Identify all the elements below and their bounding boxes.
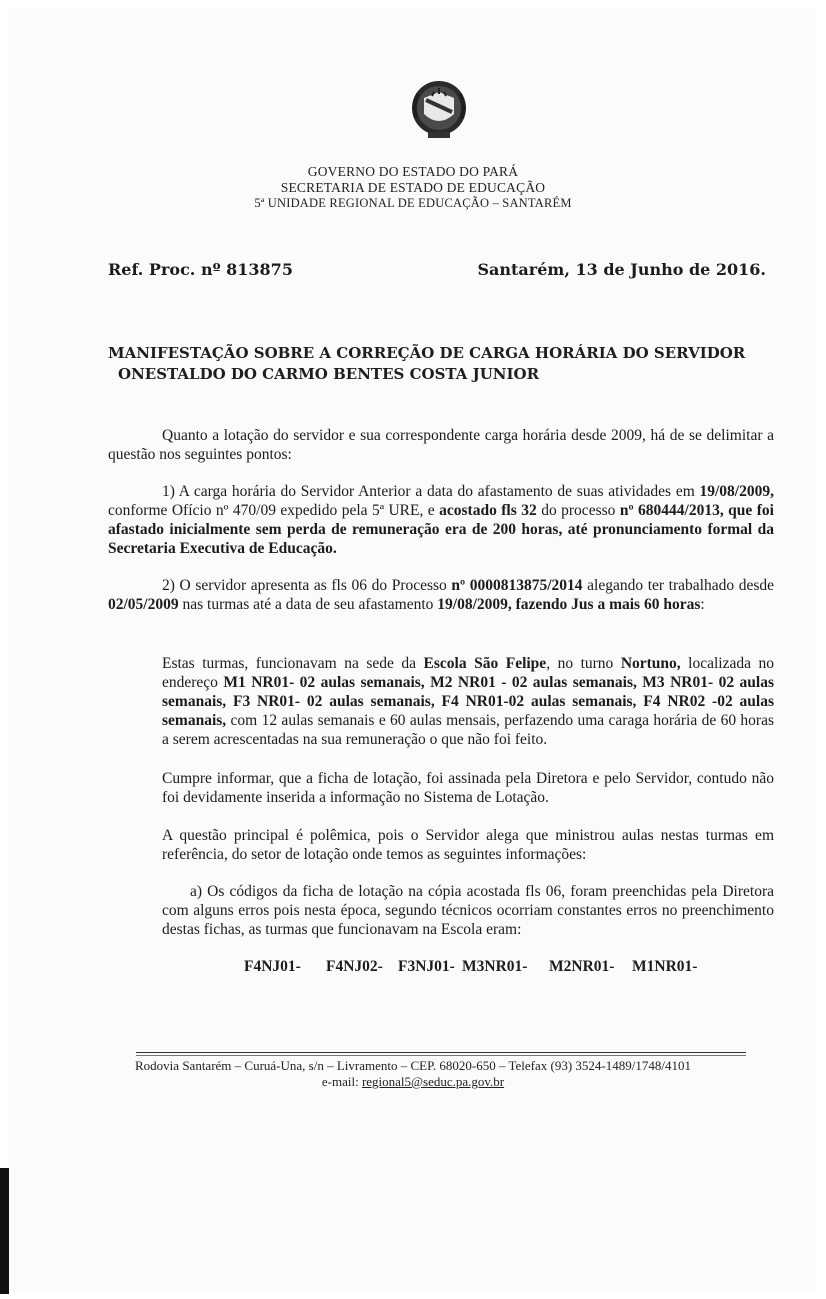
paragraph-point-1: 1) A carga horária do Servidor Anterior a data do afastamento de suas atividades em 19/08/2009, conforme Ofício nº 470/09 expedido pela 5ª URE, e acostado fls 32 do processo nº 680444/2013, que foi afastado inicialmente sem perda de remuneração era de 200 horas, até pronunciamento formal da Secretaria Executiva de Educação. bbox=[108, 483, 774, 557]
footer-address: Rodovia Santarém – Curuá-Una, s/n – Livramento – CEP. 68020-650 – Telefax (93) 3524-1489/1748/4101 bbox=[135, 1058, 691, 1073]
paragraph-item-a: a) Os códigos da ficha de lotação na cópia acostada fls 06, foram preenchidas pela Diretora com alguns erros pois nesta época, segundo técnicos ocorriam constantes erros no preenchimento destas fichas, as turmas que funcionavam na Escola eram: bbox=[162, 883, 774, 938]
reference-process: Ref. Proc. nº 813875 bbox=[108, 260, 293, 279]
title-line-2: ONESTALDO DO CARMO BENTES COSTA JUNIOR bbox=[118, 365, 540, 383]
paragraph-classes: Estas turmas, funcionavam na sede da Escola São Felipe, no turno Nortuno, localizada no endereço M1 NR01- 02 aulas semanais, M2 NR01 - 02 aulas semanais, M3 NR01- 02 aulas semanais, F3 NR01- 02 aulas semanais, F4 NR01-02 aulas semanais, F4 NR02 -02 aulas semanais, com 12 aulas semanais e 60 aulas mensais, perfazendo uma caraga horária de 60 horas a serem acrescentadas na sua remuneração o que não foi feito. bbox=[162, 655, 775, 748]
footer-divider-2 bbox=[136, 1055, 746, 1056]
footer-email-link[interactable]: regional5@seduc.pa.gov.br bbox=[361, 1074, 505, 1089]
class-code: M2NR01- bbox=[549, 958, 615, 975]
class-code: F4NJ01- bbox=[244, 958, 301, 975]
scan-edge-bar bbox=[0, 1168, 9, 1294]
class-code: M1NR01- bbox=[632, 958, 698, 975]
paragraph-main-question: A questão principal é polêmica, pois o Servidor alega que ministrou aulas nestas turmas em referência, do setor de lotação onde temos as seguintes informações: bbox=[162, 827, 774, 863]
paragraph-point-2: 2) O servidor apresenta as fls 06 do Processo nº 0000813875/2014 alegando ter trabalhado desde 02/05/2009 nas turmas até a data de seu afastamento 19/08/2009, fazendo Jus a mais 60 horas: bbox=[108, 577, 774, 613]
state-coat-of-arms-icon bbox=[410, 78, 468, 144]
place-date: Santarém, 13 de Junho de 2016. bbox=[477, 260, 766, 279]
footer-email-line: e-mail: regional5@seduc.pa.gov.br bbox=[321, 1074, 505, 1089]
document-title bbox=[108, 343, 788, 385]
paragraph-intro: Quanto a lotação do servidor e sua correspondente carga horária desde 2009, há de se delimitar a questão nos seguintes pontos: bbox=[108, 427, 774, 463]
class-code: F4NJ02- bbox=[326, 958, 383, 975]
header-regional-unit: 5ª UNIDADE REGIONAL DE EDUCAÇÃO – SANTARÉM bbox=[254, 196, 572, 210]
footer-divider bbox=[136, 1052, 746, 1053]
title-line-1: MANIFESTAÇÃO SOBRE A CORREÇÃO DE CARGA HORÁRIA DO SERVIDOR bbox=[108, 344, 746, 362]
class-code: M3NR01- bbox=[462, 958, 528, 975]
header-secretariat: SECRETARIA DE ESTADO DE EDUCAÇÃO bbox=[280, 180, 546, 195]
class-code: F3NJ01- bbox=[398, 958, 455, 975]
header-government: GOVERNO DO ESTADO DO PARÁ bbox=[307, 164, 519, 179]
paragraph-lotation-form: Cumpre informar, que a ficha de lotação, foi assinada pela Diretora e pelo Servidor, contudo não foi devidamente inserida a informação no Sistema de Lotação. bbox=[162, 770, 774, 806]
